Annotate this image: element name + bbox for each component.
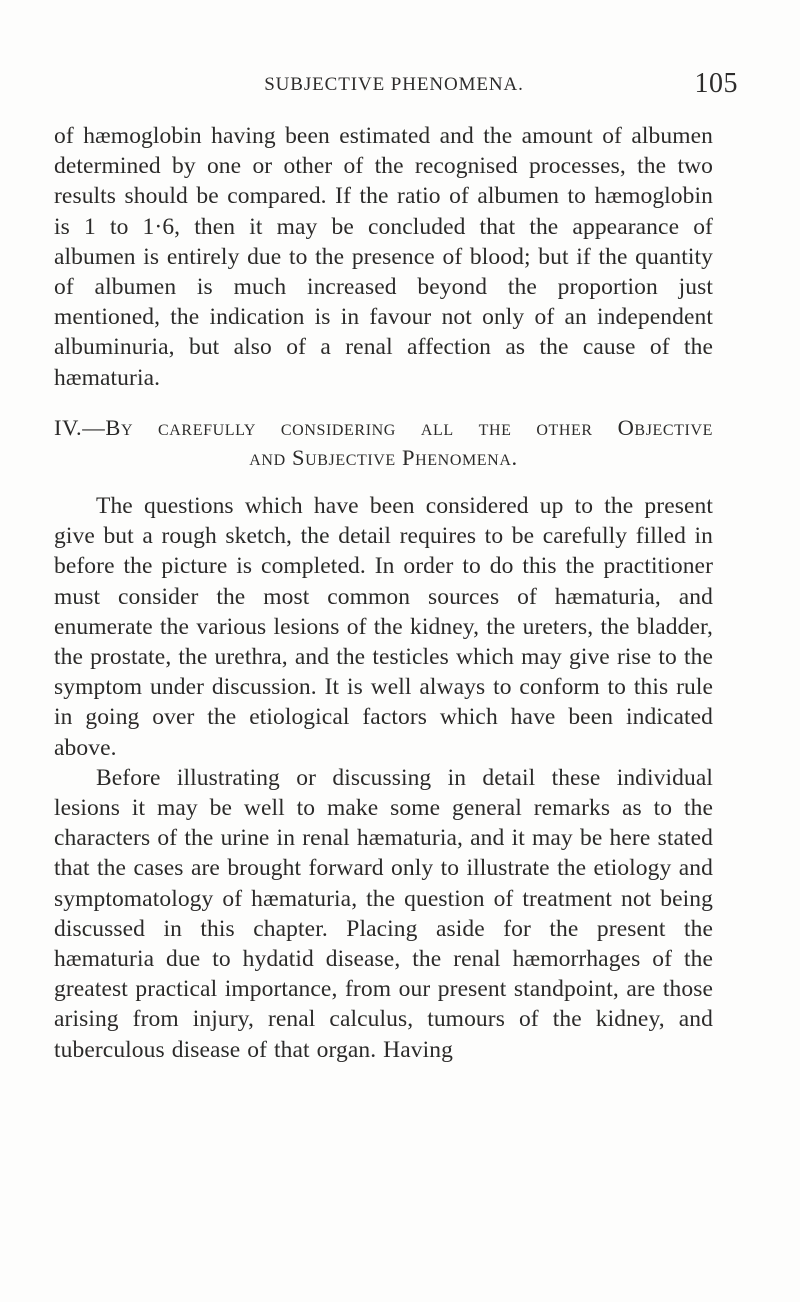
- running-head: SUBJECTIVE PHENOMENA.: [264, 74, 524, 95]
- paragraph-continued: of hæmoglobin having been estimated and the amount of albumen determined by one or other of the recognised processes, the two results should be compared. If the ratio of albumen to hæmoglobin is 1 to 1·6, then it may be concluded that the appearance of albumen is entirely due to the presence of blood; but if the quantity of albumen is much increased beyond the proportion just mentioned, the indication is in favour not only of an independent albuminuria, but also of a renal affection as the cause of the hæmaturia.: [54, 123, 713, 391]
- section-heading-line-2: and Subjective Phenomena.: [249, 445, 518, 471]
- page-header: [44, 66, 744, 106]
- section-heading: [54, 413, 713, 474]
- paragraph-questions: The questions which have been considered up to the present give but a rough sketch, the detail requires to be carefully filled in before the picture is completed. In order to do this the practitioner must consider the most common sources of hæmaturia, and enumerate the various lesions of the kidney, the ureters, the bladder, the prostate, the urethra, and the testicles which may give rise to the symptom under discussion. It is well always to conform to this rule in going over the etiological factors which have been indicated above.: [54, 493, 713, 761]
- section-heading-line-1: IV.—By carefully considering all the other Objective: [54, 414, 713, 440]
- page-number: 105: [694, 68, 738, 99]
- paragraph-before-illustrating: Before illustrating or discussing in detail these individual lesions it may be well to make some general remarks as to the characters of the urine in renal hæmaturia, and it may be here stated that the cases are brought forward only to illustrate the etiology and symptomatology of hæmaturia, the question of treatment not being discussed in this chapter. Placing aside for the present the hæmaturia due to hydatid disease, the renal hæmorrhages of the greatest practical importance, from our present standpoint, are those arising from injury, renal calculus, tumours of the kidney, and tuberculous disease of that organ. Having: [54, 764, 713, 1063]
- body-text: [54, 121, 713, 1065]
